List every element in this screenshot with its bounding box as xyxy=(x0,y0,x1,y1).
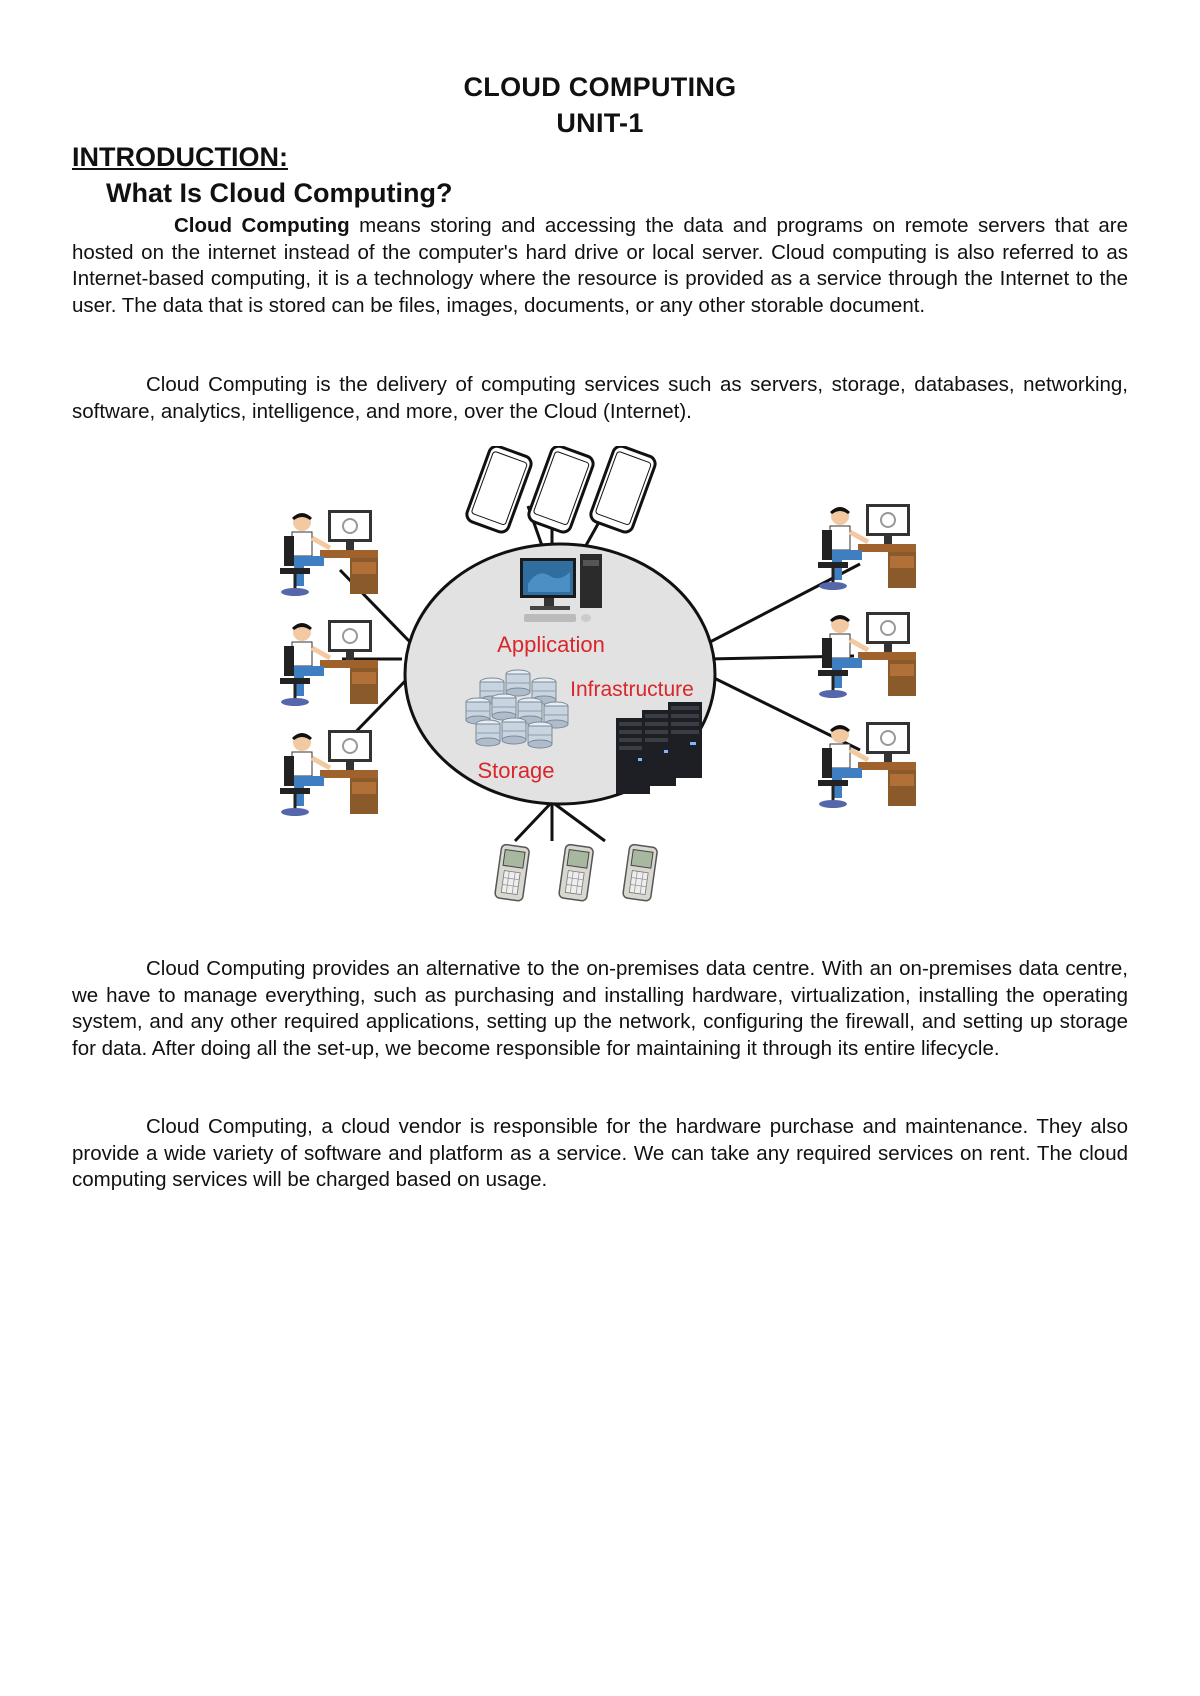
doc-title: CLOUD COMPUTING xyxy=(463,72,737,102)
smartphone-icon xyxy=(589,446,658,534)
label-storage: Storage xyxy=(477,758,555,783)
desk-user-icon xyxy=(280,730,378,816)
section-heading: INTRODUCTION: xyxy=(72,142,288,172)
paragraph-3-body: Cloud Computing provides an alternative to the on-premises data centre. With an on-premises data centre, we have to manage everything, such as purchasing and installing hardware, virtualization, installing the operating system, and any other required applications, setting up the network, configuring the firewall, and setting up storage for data. After doing all the set-up, we become responsible for maintaining it through its entire lifecycle. xyxy=(72,957,1128,1060)
paragraph-2-body: Cloud Computing is the delivery of computing services such as servers, storage, databases, networking, software, analytics, intelligence, and more, over the Cloud (Internet). xyxy=(72,373,1128,423)
cellphone-icon xyxy=(494,844,529,901)
paragraph-3 xyxy=(72,956,1128,1062)
paragraph-1-lead: Cloud Computing xyxy=(174,214,350,237)
paragraph-2 xyxy=(72,372,1128,425)
cellphone-icon xyxy=(558,844,593,901)
paragraph-4 xyxy=(72,1114,1128,1194)
subheading: What Is Cloud Computing? xyxy=(106,178,453,208)
desk-user-icon xyxy=(818,504,916,590)
paragraph-1 xyxy=(72,213,1128,319)
label-infrastructure: Infrastructure xyxy=(570,678,694,701)
desk-user-icon xyxy=(818,612,916,698)
paragraph-4-body: Cloud Computing, a cloud vendor is responsible for the hardware purchase and maintenance. They also provide a wide variety of software and platform as a service. We can take any required services on rent. The cloud computing services will be charged based on usage. xyxy=(72,1115,1128,1191)
cloud-computing-diagram xyxy=(270,446,930,926)
cellphone-icon xyxy=(622,844,657,901)
label-application: Application xyxy=(497,632,605,657)
desk-user-icon xyxy=(280,510,378,596)
desk-user-icon xyxy=(280,620,378,706)
smartphone-icon xyxy=(527,446,596,534)
doc-unit: UNIT-1 xyxy=(556,108,644,138)
paragraph-1-body: means storing and accessing the data and programs on remote servers that are hosted on the internet instead of the computer's hard drive or local server. Cloud computing is also referred to as Internet-based computing, it is a technology where the resource is provided as a service through the Internet to the user. The data that is stored can be files, images, documents, or any other storable document. xyxy=(72,214,1128,317)
desk-user-icon xyxy=(818,722,916,808)
smartphone-icon xyxy=(465,446,534,534)
